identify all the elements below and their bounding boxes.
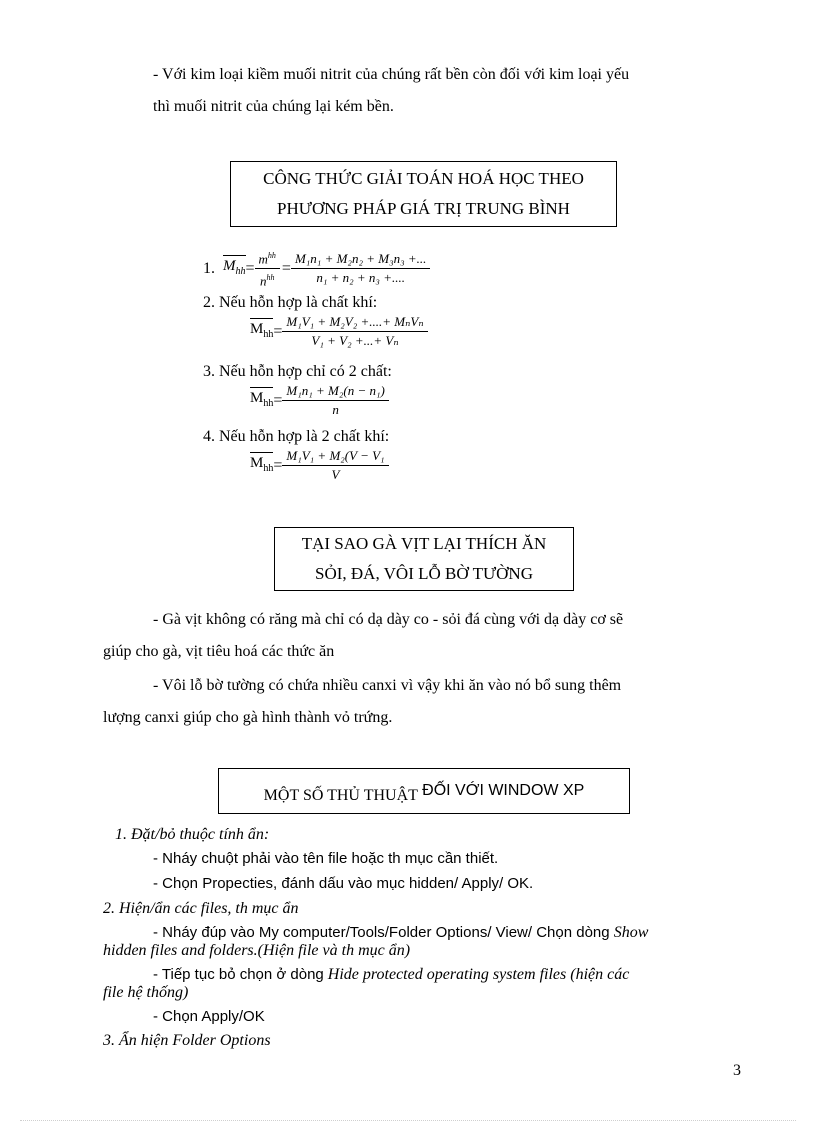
- formula-3-mhh: $M_{hh}$: [250, 387, 273, 415]
- formula-1-equals-2: =: [281, 259, 291, 277]
- formula-2-equals: =: [273, 322, 283, 340]
- formula-4-title: 4. Nếu hỗn hợp là 2 chất khí:: [203, 428, 390, 445]
- formula-1-mhh: $M_{hh}$: [223, 255, 246, 283]
- formula-4-equals: =: [273, 456, 283, 474]
- tip-1-line-1: - Nháy chuột phải vào tên file hoặc th mục cần thiết.: [153, 850, 499, 867]
- heading-box-windows-part-2: ĐỐI VỚI WINDOW XP: [422, 782, 585, 799]
- formula-1-fraction-1: $\frac{m^{hh}}{n^{hh}}$: [255, 248, 280, 290]
- tip-heading-1: 1. Đặt/bỏ thuộc tính ẩn:: [115, 826, 270, 843]
- para-line-1: - Gà vịt không có răng mà chỉ có dạ dày co - sỏi đá cùng với dạ dày cơ sẽ: [153, 611, 624, 628]
- heading-box-formulas: [230, 161, 617, 227]
- intro-line-1: - Với kim loại kiềm muối nitrit của chúng rất bền còn đối với kim loại yếu: [153, 66, 630, 83]
- formula-2: [250, 314, 428, 349]
- tip-1-line-2: - Chọn Propecties, đánh dấu vào mục hidden/ Apply/ OK.: [153, 875, 534, 892]
- tip-heading-2: 2. Hiện/ẩn các files, th mục ẩn: [103, 900, 299, 917]
- formula-2-title: 2. Nếu hỗn hợp là chất khí:: [203, 294, 378, 311]
- para-line-2: giúp cho gà, vịt tiêu hoá các thức ăn: [103, 643, 335, 660]
- para-line-4: lượng canxi giúp cho gà hình thành vỏ trứng.: [103, 709, 393, 726]
- para-line-3: - Vôi lỗ bờ tường có chứa nhiều canxi vì vậy khi ăn vào nó bổ sung thêm: [153, 677, 622, 694]
- tip-heading-3: 3. Ẩn hiện Folder Options: [103, 1032, 271, 1049]
- formula-1-equals: =: [245, 259, 255, 277]
- formula-2-fraction: $\frac{\text{M₁V₁ + M₂V₂ +....+ MₙVₙ}}{\text{V₁ + V₂ +...+ Vₙ}}$: [282, 314, 427, 349]
- formula-3-title: 3. Nếu hỗn hợp chỉ có 2 chất:: [203, 363, 392, 380]
- page-bottom-divider: [20, 1120, 796, 1121]
- formula-3-fraction: $\frac{\text{M₁n₁ + M₂(n − n₁)}}{n}$: [282, 383, 388, 418]
- tip-2-line-2: hidden files and folders.(Hiện file và th mục ẩn): [103, 942, 411, 959]
- heading-box-windows-part-1: MỘT SỐ THỦ THUẬT: [263, 787, 418, 804]
- heading-box-formulas-line-1: CÔNG THỨC GIẢI TOÁN HOÁ HỌC THEO: [263, 169, 584, 188]
- heading-box-ducks: [274, 527, 574, 591]
- formula-1-number: 1.: [203, 259, 215, 277]
- formula-3: [250, 383, 389, 418]
- tip-2-line-5: - Chọn Apply/OK: [153, 1008, 265, 1025]
- formula-4-mhh: $M_{hh}$: [250, 452, 273, 480]
- tip-2-line-4: file hệ thống): [103, 984, 189, 1001]
- tip-2-line-1: - Nháy đúp vào My computer/Tools/Folder Options/ View/ Chọn dòng Show: [153, 924, 649, 941]
- heading-box-formulas-line-2: PHƯƠNG PHÁP GIÁ TRỊ TRUNG BÌNH: [277, 199, 570, 218]
- heading-box-ducks-line-1: TẠI SAO GÀ VỊT LẠI THÍCH ĂN: [301, 534, 547, 553]
- formula-3-equals: =: [273, 391, 283, 409]
- formula-2-mhh: $M_{hh}$: [250, 318, 273, 346]
- formula-1-fraction-2: $\frac{\text{M₁n₁ + M₂n₂ + M₃n₃ +...}}{\text{n₁ + n₂ + n₃ +....}}$: [291, 251, 430, 286]
- formula-4-fraction: $\frac{\text{M₁V₁ + M₂(V − V₁}}{V}$: [282, 448, 388, 483]
- tip-2-line-3: - Tiếp tục bỏ chọn ở dòng Hide protected operating system files (hiện các: [153, 966, 630, 983]
- formula-1: [203, 248, 430, 290]
- formula-4: [250, 448, 389, 483]
- page-number: 3: [733, 1062, 741, 1079]
- intro-line-2: thì muối nitrit của chúng lại kém bền.: [153, 98, 394, 115]
- heading-box-ducks-line-2: SỎI, ĐÁ, VÔI LỖ BỜ TƯỜNG: [315, 564, 533, 583]
- heading-box-windows: [218, 768, 630, 814]
